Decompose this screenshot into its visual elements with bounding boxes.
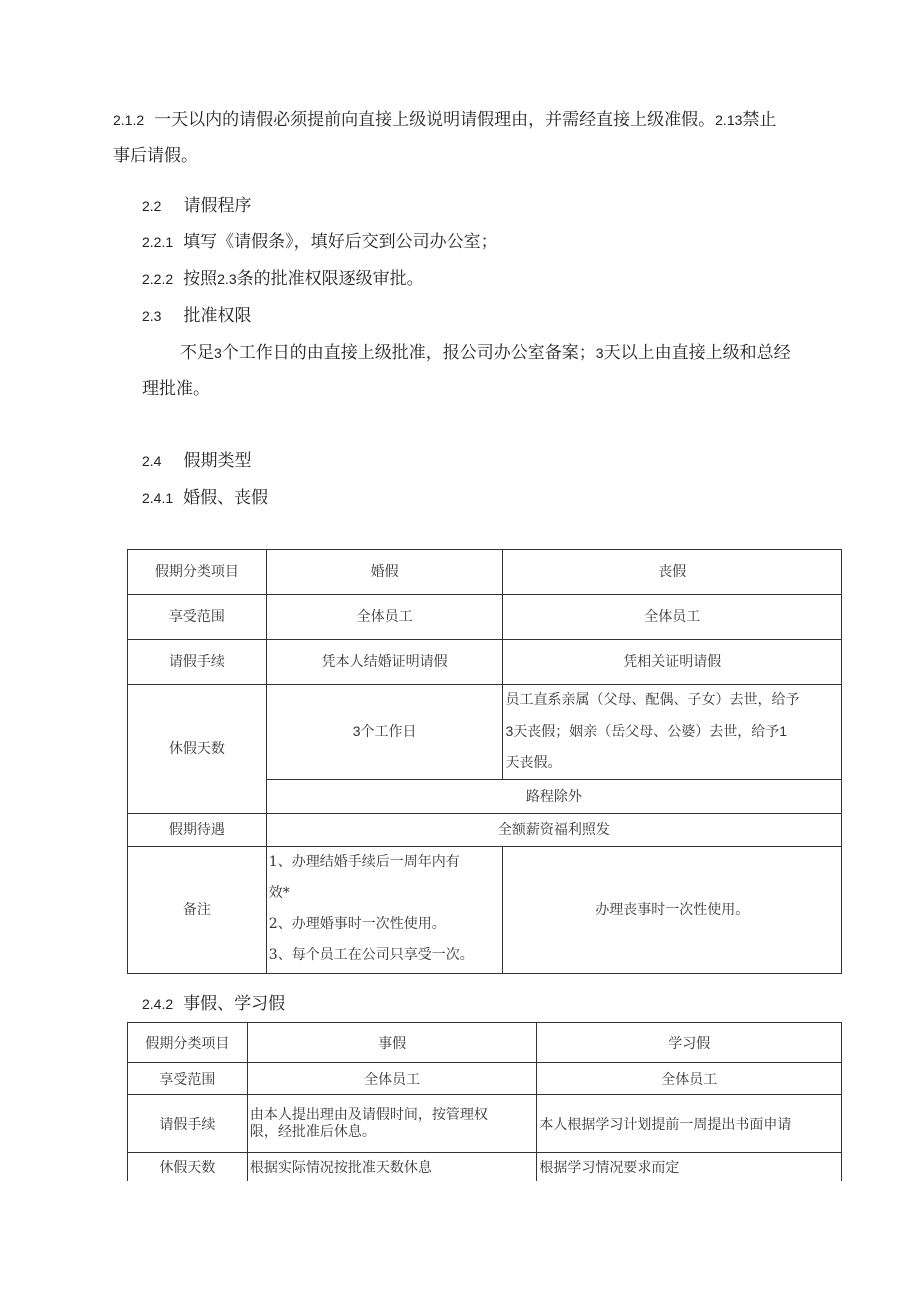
- section-number-inline: 2.3: [217, 271, 237, 287]
- heading-2-4: [142, 443, 251, 479]
- heading-text: 批准权限: [183, 306, 252, 326]
- section-number: 2.2: [142, 198, 162, 214]
- table-cell: 根据学习情况要求而定: [537, 1153, 842, 1181]
- section-number: 2.4.1: [142, 490, 174, 506]
- section-number: 2.3: [142, 308, 162, 324]
- table-row: [128, 1153, 842, 1181]
- cell-text: 天丧假；姻亲（岳父母、公婆）去世，给予: [513, 724, 780, 740]
- leave-table-marriage-funeral: [127, 549, 842, 974]
- paragraph-text: 按照: [183, 269, 218, 289]
- table-header-cell: 学习假: [537, 1023, 842, 1063]
- paragraph-text: 理批准。: [142, 379, 210, 399]
- table-cell: [503, 685, 842, 780]
- table-row: [128, 1063, 842, 1095]
- table-row: [128, 685, 842, 780]
- paragraph-2-1-2: [113, 102, 776, 138]
- paragraph-text: 一天以内的请假必须提前向直接上级说明请假理由，并需经直接上级准假。: [154, 110, 716, 130]
- paragraph-2-3-line1: [180, 335, 791, 371]
- table-cell: 路程除外: [266, 780, 841, 814]
- cell-line: 限，经批准后休息。: [249, 1123, 376, 1140]
- cell-line: 2、办理婚事时一次性使用。: [268, 916, 446, 932]
- table-cell: 全体员工: [247, 1063, 537, 1095]
- paragraph-2-2-1: [142, 224, 498, 260]
- heading-2-3: [142, 298, 251, 334]
- table-header-cell: 婚假: [266, 550, 503, 595]
- cell-text: 个工作日: [360, 724, 417, 740]
- section-number-inline: 2.13: [715, 112, 743, 128]
- heading-text: 事假、学习假: [183, 994, 286, 1014]
- heading-text: 婚假、丧假: [183, 488, 269, 508]
- heading-2-4-2: [142, 986, 285, 1022]
- paragraph-2-3-line2: [142, 371, 210, 407]
- table-header-cell: 假期分类项目: [128, 1023, 248, 1063]
- paragraph-text: 个工作日的由直接上级批准，报公司办公室备案；: [221, 343, 596, 363]
- section-number: 2.4.2: [142, 996, 174, 1012]
- table-cell: 全额薪资福利照发: [266, 814, 841, 847]
- cell-line: 员工直系亲属（父母、配偶、子女）去世，给予: [505, 692, 800, 708]
- table-header-row: [128, 1023, 842, 1063]
- cell-line: 效*: [268, 885, 290, 901]
- number: 1: [779, 723, 788, 739]
- heading-text: 请假程序: [183, 196, 252, 216]
- paragraph-text: 填写《请假条》，填好后交到公司办公室；: [183, 232, 498, 252]
- table-row: [128, 595, 842, 640]
- number: 3: [505, 723, 514, 739]
- row-label: 假期待遇: [128, 814, 267, 847]
- paragraph-text: 禁止: [742, 110, 777, 130]
- section-number: 2.1.2: [113, 112, 145, 128]
- paragraph-text: 不足: [180, 343, 214, 363]
- table-cell: 全体员工: [503, 595, 842, 640]
- number: 3: [595, 345, 604, 361]
- table-cell: 根据实际情况按批准天数休息: [247, 1153, 537, 1181]
- table-cell: 全体员工: [537, 1063, 842, 1095]
- table-cell: 凭本人结婚证明请假: [266, 640, 503, 685]
- table-row: [128, 847, 842, 974]
- table-header-cell: 假期分类项目: [128, 550, 267, 595]
- heading-text: 假期类型: [183, 451, 252, 471]
- paragraph-text: 天以上由直接上级和总经: [603, 343, 791, 363]
- leave-table-personal-study: [127, 1022, 842, 1181]
- table-row: [128, 814, 842, 847]
- table-cell: [247, 1095, 537, 1153]
- row-label: 休假天数: [128, 685, 267, 814]
- paragraph-2-1-2-cont: [113, 138, 198, 174]
- table-cell: 凭相关证明请假: [503, 640, 842, 685]
- row-label: 请假手续: [128, 1095, 248, 1153]
- paragraph-text: 事后请假。: [113, 146, 198, 166]
- table-row: [128, 640, 842, 685]
- number: 3: [214, 345, 222, 361]
- paragraph-2-2-2: [142, 261, 424, 297]
- cell-line: 1、办理结婚手续后一周年内有: [268, 854, 460, 870]
- section-number: 2.4: [142, 453, 162, 469]
- table-header-cell: 丧假: [503, 550, 842, 595]
- cell-line: [505, 716, 839, 748]
- table-cell: [266, 685, 503, 780]
- table-cell: 办理丧事时一次性使用。: [503, 847, 842, 974]
- cell-line: 由本人提出理由及请假时间，按管理权: [249, 1106, 488, 1123]
- table-cell: [266, 847, 503, 974]
- heading-2-4-1: [142, 480, 268, 516]
- section-number: 2.2.1: [142, 234, 174, 250]
- table-cell: 本人根据学习计划提前一周提出书面申请: [537, 1095, 842, 1153]
- paragraph-text: 条的批准权限逐级审批。: [236, 269, 424, 289]
- row-label: 请假手续: [128, 640, 267, 685]
- cell-line: 3、每个员工在公司只享受一次。: [268, 947, 474, 963]
- heading-2-2: [142, 188, 251, 224]
- table-cell: 全体员工: [266, 595, 503, 640]
- cell-line: 天丧假。: [505, 755, 562, 771]
- number: 3: [352, 723, 361, 739]
- table-row: [128, 1095, 842, 1153]
- row-label: 备注: [128, 847, 267, 974]
- row-label: 享受范围: [128, 595, 267, 640]
- row-label: 享受范围: [128, 1063, 248, 1095]
- section-number: 2.2.2: [142, 271, 174, 287]
- row-label: 休假天数: [128, 1153, 248, 1181]
- table-header-cell: 事假: [247, 1023, 537, 1063]
- table-header-row: [128, 550, 842, 595]
